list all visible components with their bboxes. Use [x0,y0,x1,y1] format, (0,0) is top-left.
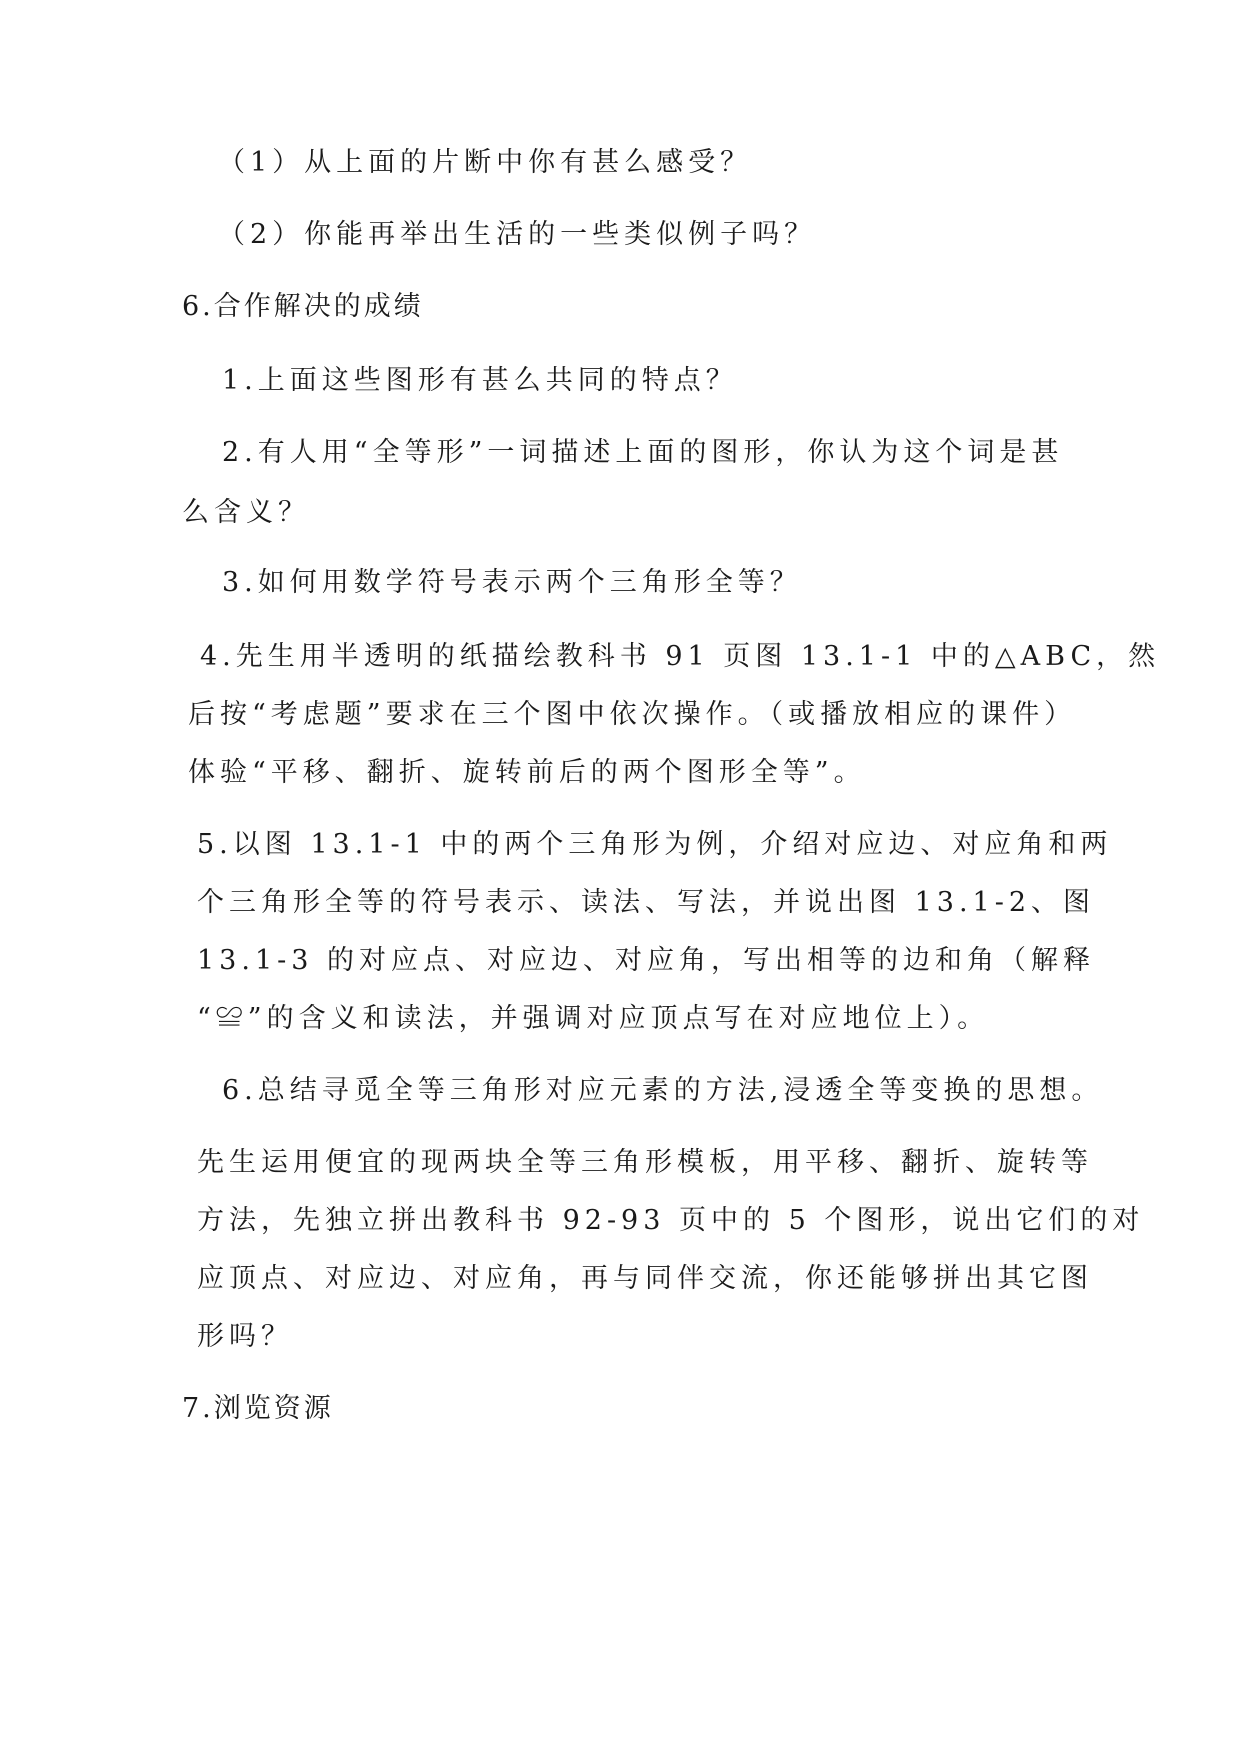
item-line: 应顶点、对应边、对应角，再与同伴交流，你还能够拼出其它图 [197,1263,1093,1294]
section-heading: 6.合作解决的成绩 [182,291,424,322]
item-line: 方法，先独立拼出教科书 92-93 页中的 5 个图形，说出它们的对 [197,1205,1145,1236]
item-line: 5.以图 13.1-1 中的两个三角形为例，介绍对应边、对应角和两 [197,829,1113,860]
item-line: 体验“平移、翻折、旋转前后的两个图形全等”。 [188,757,866,788]
question-line: （2）你能再举出生活的一些类似例子吗？ [218,219,817,250]
item-line: 4.先生用半透明的纸描绘教科书 91 页图 13.1-1 中的△ABC，然 [200,641,1161,672]
item-line: 1.上面这些图形有甚么共同的特点？ [222,365,738,396]
question-line: （1）从上面的片断中你有甚么感受？ [218,147,753,178]
item-line: 3.如何用数学符号表示两个三角形全等？ [222,567,802,598]
item-line: 先生运用便宜的现两块全等三角形模板，用平移、翻折、旋转等 [197,1147,1093,1178]
item-line: 形吗？ [197,1321,293,1352]
item-line: 后按“考虑题”要求在三个图中依次操作。（或播放相应的课件） [188,699,1077,730]
item-line: 13.1-3 的对应点、对应边、对应角，写出相等的边和角（解释 [197,945,1095,976]
item-line: “≌”的含义和读法，并强调对应顶点写在对应地位上）。 [197,1003,990,1034]
item-line: 2.有人用“全等形”一词描述上面的图形，你认为这个词是甚 [222,437,1064,468]
item-line: 个三角形全等的符号表示、读法、写法，并说出图 13.1-2、图 [197,887,1095,918]
item-line: 6.总结寻觅全等三角形对应元素的方法,浸透全等变换的思想。 [222,1075,1104,1106]
item-line: 么含义？ [182,497,310,528]
section-heading: 7.浏览资源 [182,1393,334,1424]
